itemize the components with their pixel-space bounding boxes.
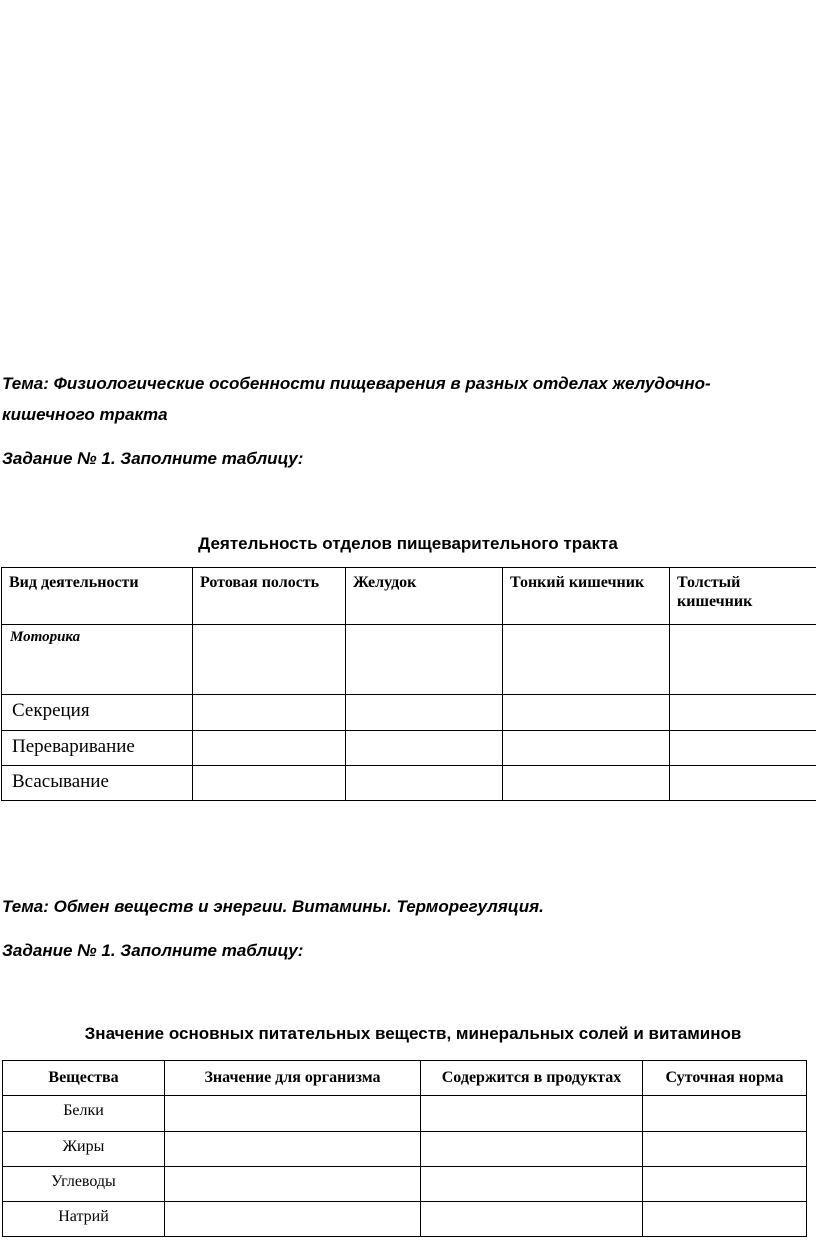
header-significance: Значение для организма xyxy=(165,1061,421,1096)
table-cell[interactable] xyxy=(643,1202,807,1237)
nutrients-table xyxy=(2,1060,807,1237)
table-cell[interactable] xyxy=(643,1096,807,1132)
row-label-motility: Моторика xyxy=(2,625,193,695)
row-label-digestion: Переваривание xyxy=(2,731,193,766)
table-cell[interactable] xyxy=(421,1202,643,1237)
table-cell[interactable] xyxy=(643,1167,807,1202)
table-row xyxy=(3,1132,807,1167)
table-cell[interactable] xyxy=(346,625,503,695)
table-row xyxy=(2,766,816,801)
table-header-row xyxy=(3,1061,807,1096)
header-substances: Вещества xyxy=(3,1061,165,1096)
table-cell[interactable] xyxy=(670,766,816,801)
table-cell[interactable] xyxy=(165,1096,421,1132)
header-small-intestine: Тонкий кишечник xyxy=(503,568,670,625)
table-cell[interactable] xyxy=(421,1132,643,1167)
table-cell[interactable] xyxy=(193,625,346,695)
section2-table-caption: Значение основных питательных веществ, минеральных солей и витаминов xyxy=(84,1024,742,1043)
header-oral-cavity: Ротовая полость xyxy=(193,568,346,625)
table-cell[interactable] xyxy=(421,1167,643,1202)
table-cell[interactable] xyxy=(421,1096,643,1132)
table-cell[interactable] xyxy=(346,731,503,766)
table-cell[interactable] xyxy=(165,1167,421,1202)
section2-topic: Тема: Обмен веществ и энергии. Витамины. Терморегуляция. xyxy=(2,897,544,916)
section1-task: Задание № 1. Заполните таблицу: xyxy=(2,449,304,468)
row-label-secretion: Секреция xyxy=(2,695,193,731)
table-row xyxy=(2,731,816,766)
table-header-row xyxy=(2,568,816,625)
table-row xyxy=(3,1167,807,1202)
table-row xyxy=(2,625,816,695)
header-activity-type: Вид деятельности xyxy=(2,568,193,625)
header-stomach: Желудок xyxy=(346,568,503,625)
table-cell[interactable] xyxy=(193,766,346,801)
row-label-carbohydrates: Углеводы xyxy=(3,1167,165,1202)
table-cell[interactable] xyxy=(503,695,670,731)
table-cell[interactable] xyxy=(346,695,503,731)
table-cell[interactable] xyxy=(670,625,816,695)
table-cell[interactable] xyxy=(503,766,670,801)
section1-table-caption: Деятельность отделов пищеварительного тракта xyxy=(198,534,618,553)
table-cell[interactable] xyxy=(503,731,670,766)
row-label-absorption: Всасывание xyxy=(2,766,193,801)
row-label-fats: Жиры xyxy=(3,1132,165,1167)
header-large-intestine: Толстый кишечник xyxy=(670,568,816,625)
table-cell[interactable] xyxy=(670,695,816,731)
table-cell[interactable] xyxy=(670,731,816,766)
table-cell[interactable] xyxy=(346,766,503,801)
section1-topic-line1: Тема: Физиологические особенности пищеварения в разных отделах желудочно- xyxy=(2,374,711,393)
table-cell[interactable] xyxy=(643,1132,807,1167)
digestion-table xyxy=(1,567,816,801)
table-row xyxy=(3,1096,807,1132)
table-cell[interactable] xyxy=(503,625,670,695)
row-label-sodium: Натрий xyxy=(3,1202,165,1237)
row-label-proteins: Белки xyxy=(3,1096,165,1132)
table-cell[interactable] xyxy=(165,1132,421,1167)
section2-task: Задание № 1. Заполните таблицу: xyxy=(2,941,304,960)
table-cell[interactable] xyxy=(165,1202,421,1237)
header-contained-in: Содержится в продуктах xyxy=(421,1061,643,1096)
table-cell[interactable] xyxy=(193,695,346,731)
table-cell[interactable] xyxy=(193,731,346,766)
table-row xyxy=(3,1202,807,1237)
header-daily-norm: Суточная норма xyxy=(643,1061,807,1096)
table-row xyxy=(2,695,816,731)
section1-topic-line2: кишечного тракта xyxy=(2,405,168,424)
